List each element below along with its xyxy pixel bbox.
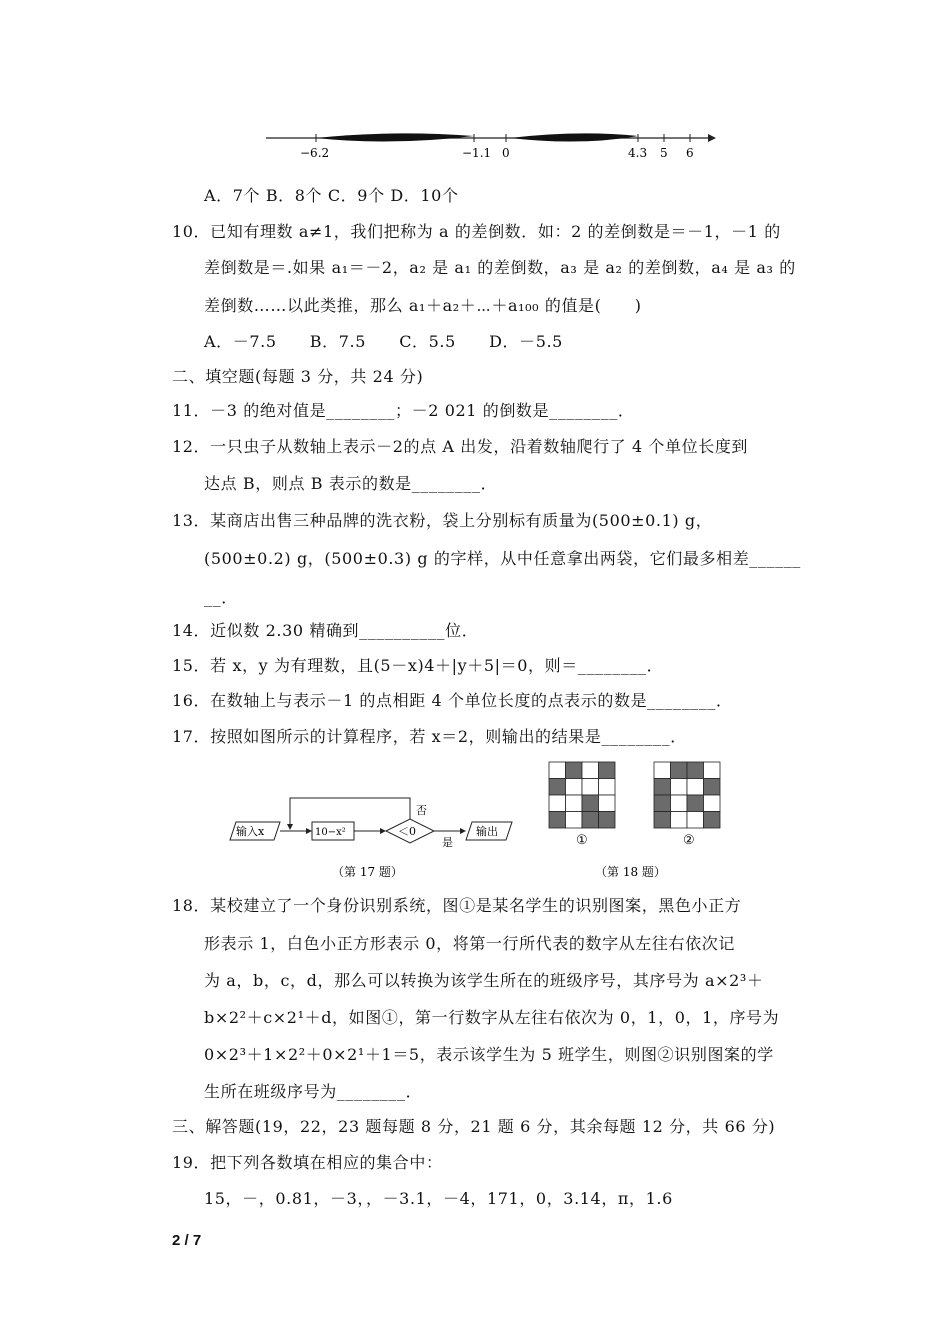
tick-label: 0	[502, 146, 510, 160]
grid-cell	[599, 795, 616, 812]
q10-line2: 差倒数是＝.如果 a₁＝－2，a₂ 是 a₁ 的差倒数，a₃ 是 a₂ 的差倒数，a₄ 是 a₃ 的	[204, 258, 796, 277]
grid-cell	[566, 779, 583, 796]
flowchart-process-label: 10−x²	[315, 827, 346, 838]
flowchart-figure	[228, 788, 518, 883]
grid-cell	[654, 762, 671, 779]
q13-line2: (500±0.2) g，(500±0.3) g 的字样，从中任意拿出两袋，它们最多相差______	[204, 549, 801, 568]
grid-cell	[582, 812, 599, 829]
grid-cell	[704, 812, 721, 829]
grid-1	[549, 762, 615, 828]
grid-cell	[549, 812, 566, 829]
grid-cell	[599, 779, 616, 796]
grid-cell	[566, 762, 583, 779]
grid-2-label: ②	[683, 833, 695, 848]
grid-cell	[566, 795, 583, 812]
grid-cell	[582, 762, 599, 779]
q19-numbers: 15，－，0.81，－3，，－3.1，－4，171，0，3.14，π，1.6	[204, 1189, 673, 1208]
tick-label: −6.2	[300, 146, 330, 160]
tick-label: 5	[660, 146, 668, 160]
q15: 15．若 x，y 为有理数，且(5－x)4＋|y＋5|＝0，则＝________．	[172, 656, 664, 675]
q18-line5: 0×2³＋1×2²＋0×2¹＋1＝5，表示该学生为 5 班学生，则图②识别图案的学	[204, 1045, 774, 1064]
grid-cell	[599, 812, 616, 829]
shaded-interval-left	[316, 133, 474, 141]
grid-2	[654, 762, 720, 828]
q19-line1: 19．把下列各数填在相应的集合中：	[172, 1153, 443, 1172]
grid-figure	[540, 760, 740, 885]
q18-line4: b×2²＋c×2¹＋d，如图①，第一行数字从左往右依次为 0，1，0，1，序号为	[204, 1008, 780, 1027]
arrow-icon	[460, 828, 466, 834]
grid-cell	[549, 779, 566, 796]
q13-line3: __．	[204, 588, 238, 607]
grid-cell	[549, 795, 566, 812]
grid-cell	[704, 762, 721, 779]
section-2-heading: 二、填空题(每题 3 分，共 24 分)	[172, 367, 424, 386]
q18-line2: 形表示 1，白色小正方形表示 0，将第一行所代表的数字从左往右依次记	[204, 934, 735, 953]
grid-cell	[654, 795, 671, 812]
flowchart-output-label: 输出	[476, 825, 498, 838]
grid-cell	[582, 795, 599, 812]
grid-cell	[599, 762, 616, 779]
section-3-heading: 三、解答题(19，22，23 题每题 8 分，21 题 6 分，其余每题 12 分，共 66 分)	[172, 1117, 776, 1136]
grid-cell	[671, 812, 688, 829]
grid-cell	[704, 779, 721, 796]
flowchart-caption: （第 17 题）	[332, 865, 403, 879]
q14: 14．近似数 2.30 精确到__________位．	[172, 621, 479, 640]
grid-cell	[549, 762, 566, 779]
q18-line3: 为 a，b，c，d，那么可以转换为该学生所在的班级序号，其序号为 a×2³＋	[204, 971, 764, 990]
q10-options: A．－7.5 B．7.5 C．5.5 D．－5.5	[204, 332, 563, 351]
q10-line3: 差倒数……以此类推，那么 a₁＋a₂＋⋯＋a₁₀₀ 的值是( )	[204, 296, 642, 315]
tick-label: 6	[686, 146, 694, 160]
flowchart-decision-label: ＜0	[398, 825, 416, 838]
q18-line6: 生所在班级序号为________．	[204, 1082, 423, 1101]
shaded-interval-right	[510, 133, 638, 141]
grid-1-label: ①	[576, 833, 588, 848]
q13-line1: 13．某商店出售三种品牌的洗衣粉，袋上分别标有质量为(500±0.1) g，	[172, 511, 713, 530]
tick-label: −1.1	[462, 146, 492, 160]
q18-line1: 18．某校建立了一个身份识别系统，图①是某名学生的识别图案，黑色小正方	[172, 896, 742, 915]
grid-caption: （第 18 题）	[595, 865, 666, 879]
grid-cell	[704, 795, 721, 812]
grid-cell	[654, 779, 671, 796]
q10-line1: 10．已知有理数 a≠1，我们把称为 a 的差倒数．如：2 的差倒数是＝－1，－1 的	[172, 222, 781, 241]
number-line-figure	[260, 124, 720, 162]
q12-line2: 达点 B，则点 B 表示的数是________．	[204, 474, 498, 493]
page-number: 2 / 7	[172, 1232, 202, 1249]
q11: 11．－3 的绝对值是________；－2 021 的倒数是________．	[172, 401, 635, 420]
q12-line1: 12．一只虫子从数轴上表示－2的点 A 出发，沿着数轴爬行了 4 个单位长度到	[172, 437, 749, 456]
grid-cell	[671, 762, 688, 779]
flowchart-input-label: 输入x	[236, 825, 265, 838]
tick-label: 4.3	[628, 146, 648, 160]
grid-cell	[582, 779, 599, 796]
arrow-icon	[306, 828, 312, 834]
arrow-icon	[287, 824, 293, 830]
flowchart-yes-label: 是	[442, 836, 453, 849]
grid-cell	[671, 779, 688, 796]
grid-cell	[566, 812, 583, 829]
flowchart-no-label: 否	[416, 804, 427, 817]
grid-cell	[654, 812, 671, 829]
q17: 17．按照如图所示的计算程序，若 x＝2，则输出的结果是________．	[172, 727, 687, 746]
q9-options: A．7个 B．8个 C．9个 D．10个	[204, 186, 459, 205]
q16: 16．在数轴上与表示－1 的点相距 4 个单位长度的点表示的数是________．	[172, 691, 733, 710]
grid-cell	[687, 762, 704, 779]
grid-cell	[671, 795, 688, 812]
arrow-right-icon	[708, 134, 716, 142]
grid-cell	[687, 812, 704, 829]
grid-cell	[687, 779, 704, 796]
grid-cell	[687, 795, 704, 812]
